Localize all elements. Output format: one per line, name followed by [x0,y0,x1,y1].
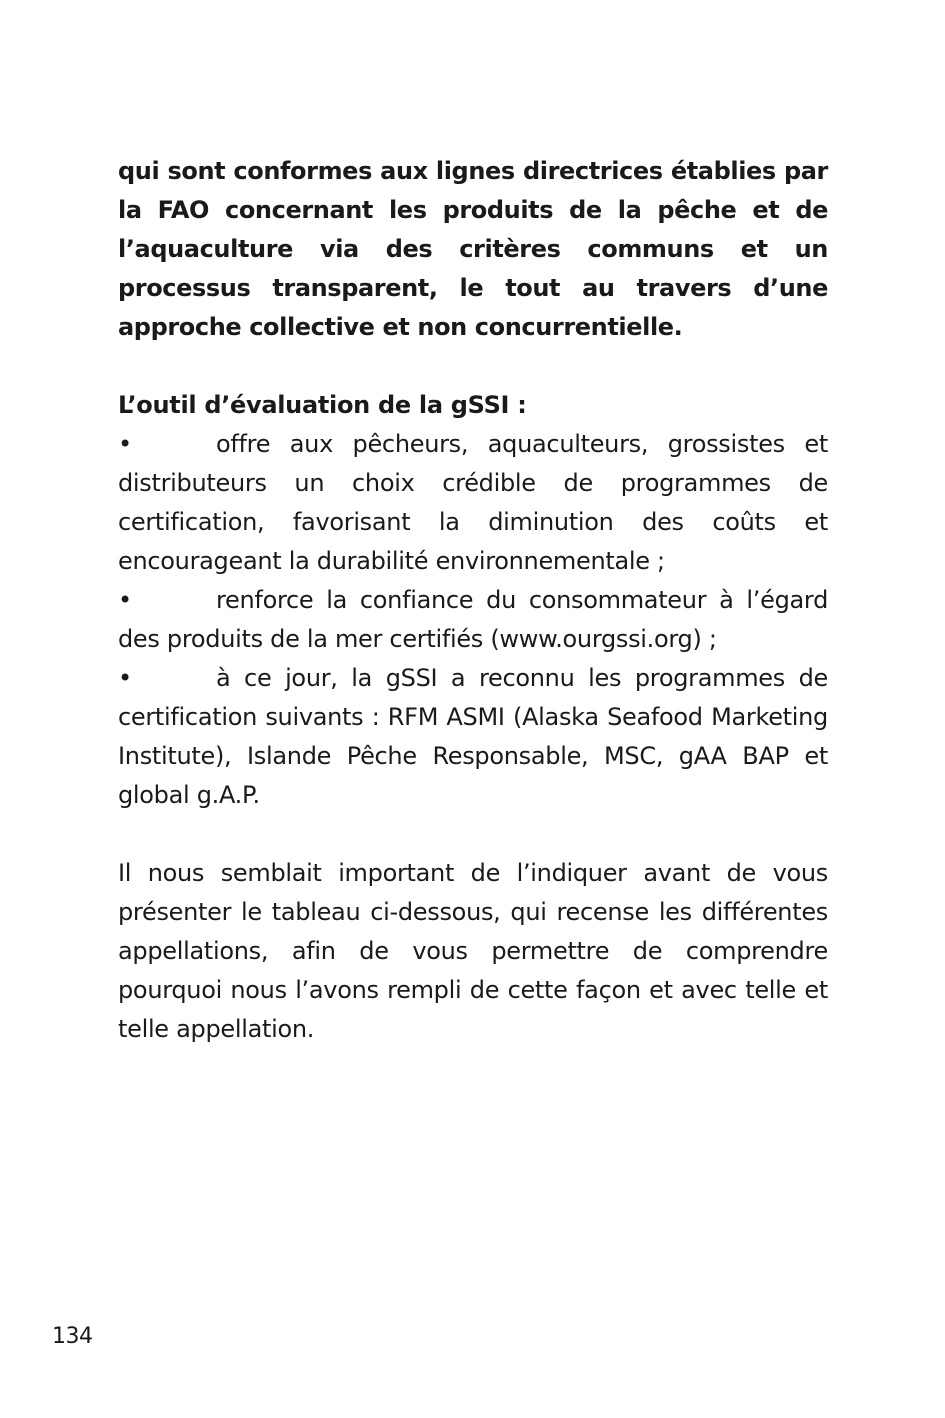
bullet-text-1: offre aux pêcheurs, aquaculteurs, grossistes et distributeurs un choix crédible de programmes de certification, favorisant la diminution des coûts et encourageant la durabilité environnementale ; [118,430,828,575]
bullet-item-3 [118,659,828,815]
bullet-item-1 [118,425,828,581]
section-heading: L’outil d’évaluation de la gSSI : [118,391,527,419]
bullet-icon: • [118,664,132,692]
bullet-icon: • [118,430,132,458]
page-number: 134 [52,1324,93,1349]
bullet-text-3: à ce jour, la gSSI a reconnu les programmes de certification suivants : RFM ASMI (Alaska Seafood Marketing Institute), Islande Pêche Responsable, MSC, gAA BAP et global g.A.P. [118,664,828,809]
bullet-icon: • [118,586,132,614]
page-body [118,152,828,1049]
closing-paragraph: Il nous semblait important de l’indiquer avant de vous présenter le tableau ci-dessous, qui recense les différentes appellations, afin de vous permettre de comprendre pourquoi nous l’avons rempli de cette façon et avec telle et telle appellation. [118,859,828,1043]
bullet-text-2: renforce la confiance du consommateur à l’égard des produits de la mer certifiés (www.ourgssi.org) ; [118,586,828,653]
bullet-item-2 [118,581,828,659]
intro-paragraph: qui sont conformes aux lignes directrices établies par la FAO concernant les produits de la pêche et de l’aquaculture via des critères communs et un processus transparent, le tout au travers d’une approche collective et non concurrentielle. [118,157,828,341]
